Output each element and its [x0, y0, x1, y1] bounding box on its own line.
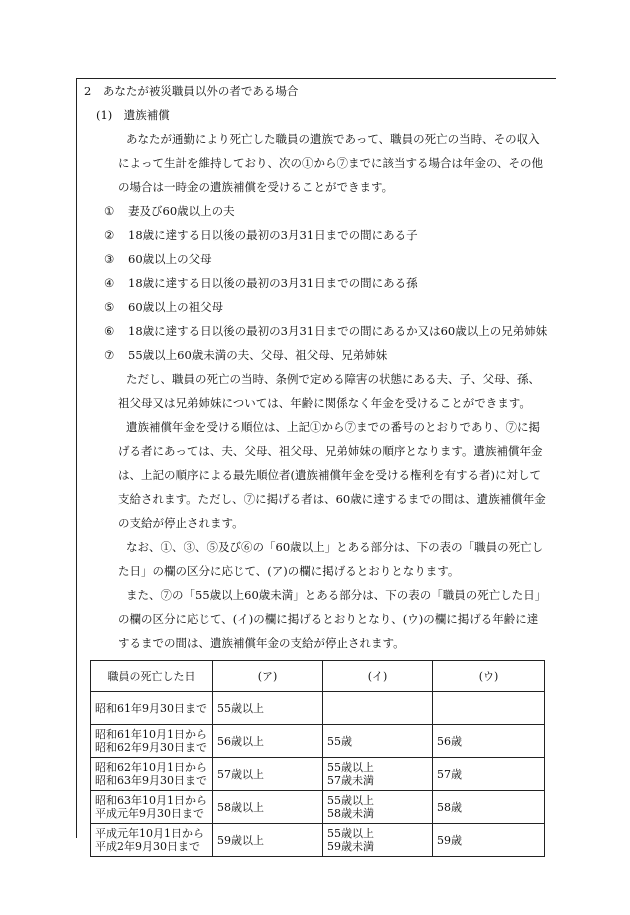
list-item — [104, 324, 547, 338]
cell-u: 59歳 — [433, 824, 545, 857]
cell-i — [323, 692, 433, 725]
order-line: は、上記の順序による最先順位者(遺族補償年金を受ける権利を有する者)に対して — [118, 468, 541, 482]
list-item — [104, 276, 418, 290]
cell-a: 57歳以上 — [213, 758, 323, 791]
header-death-date: 職員の死亡した日 — [91, 661, 213, 692]
list-item-number: ⑦ — [104, 348, 115, 362]
subsection-1-heading: (1) 遺族補償 — [96, 108, 170, 122]
cell-u — [433, 692, 545, 725]
table-row — [91, 692, 545, 725]
cell-a: 59歳以上 — [213, 824, 323, 857]
list-item — [104, 252, 212, 266]
content-frame-top-border — [76, 78, 556, 79]
table-row — [91, 725, 545, 758]
header-a: (ア) — [213, 661, 323, 692]
intro-line: あなたが通勤により死亡した職員の遺族であって、職員の死亡の当時、その収入 — [126, 132, 540, 146]
also-line: また、⑦の「55歳以上60歳未満」とある部分は、下の表の「職員の死亡した日」 — [126, 588, 547, 602]
table-header-row — [91, 661, 545, 692]
list-item-text: 60歳以上の祖父母 — [128, 300, 224, 314]
cell-death-date: 昭和61年10月1日から 昭和62年9月30日まで — [91, 725, 213, 758]
list-item — [104, 300, 223, 314]
header-i: (イ) — [323, 661, 433, 692]
cell-u: 58歳 — [433, 791, 545, 824]
cell-u: 56歳 — [433, 725, 545, 758]
intro-line: の場合は一時金の遺族補償を受けることができます。 — [118, 180, 394, 194]
table-row — [91, 791, 545, 824]
cell-death-date: 平成元年10月1日から 平成2年9月30日まで — [91, 824, 213, 857]
also-line: するまでの間は、遺族補償年金の支給が停止されます。 — [118, 636, 405, 650]
order-line: 遺族補償年金を受ける順位は、上記①から⑦までの番号のとおりであり、⑦に掲 — [126, 420, 540, 434]
list-item-text: 妻及び60歳以上の夫 — [128, 204, 235, 218]
cell-i: 55歳 — [323, 725, 433, 758]
list-item — [104, 348, 387, 362]
cell-i: 55歳以上 58歳未満 — [323, 791, 433, 824]
list-item-text: 18歳に達する日以後の最初の3月31日までの間にある孫 — [128, 276, 418, 290]
order-line: の支給が停止されます。 — [118, 516, 244, 530]
proviso-line: 祖父母又は兄弟姉妹については、年齢に関係なく年金を受けることができます。 — [118, 396, 531, 410]
list-item — [104, 228, 418, 242]
cell-a: 55歳以上 — [213, 692, 323, 725]
intro-line: によって生計を維持しており、次の①から⑦までに該当する場合は年金の、その他 — [118, 156, 544, 170]
header-u: (ウ) — [433, 661, 545, 692]
age-threshold-table — [90, 660, 545, 857]
list-item-number: ⑥ — [104, 324, 115, 338]
list-item — [104, 204, 235, 218]
list-item-text: 60歳以上の父母 — [128, 252, 212, 266]
list-item-number: ④ — [104, 276, 115, 290]
cell-a: 58歳以上 — [213, 791, 323, 824]
list-item-text: 18歳に達する日以後の最初の3月31日までの間にある子 — [128, 228, 418, 242]
order-line: げる者にあっては、夫、父母、祖父母、兄弟姉妹の順序となります。遺族補償年金 — [118, 444, 543, 458]
table-row — [91, 758, 545, 791]
cell-death-date: 昭和61年9月30日まで — [91, 692, 213, 725]
list-item-number: ① — [104, 204, 115, 218]
list-item-text: 18歳に達する日以後の最初の3月31日までの間にあるか又は60歳以上の兄弟姉妹 — [128, 324, 548, 338]
list-item-text: 55歳以上60歳未満の夫、父母、祖父母、兄弟姉妹 — [128, 348, 388, 362]
proviso-line: ただし、職員の死亡の当時、条例で定める障害の状態にある夫、子、父母、孫、 — [126, 372, 540, 386]
order-line: 支給されます。ただし、⑦に掲げる者は、60歳に達するまでの間は、遺族補償年金 — [118, 492, 546, 506]
cell-death-date: 昭和62年10月1日から 昭和63年9月30日まで — [91, 758, 213, 791]
note-line: なお、①、③、⑤及び⑥の「60歳以上」とある部分は、下の表の「職員の死亡し — [126, 540, 544, 554]
list-item-number: ② — [104, 228, 115, 242]
cell-a: 56歳以上 — [213, 725, 323, 758]
note-line: た日」の欄の区分に応じて、(ア)の欄に掲げるとおりとなります。 — [118, 564, 460, 578]
list-item-number: ③ — [104, 252, 115, 266]
cell-i: 55歳以上 57歳未満 — [323, 758, 433, 791]
section-2-heading: 2 あなたが被災職員以外の者である場合 — [84, 84, 299, 98]
content-frame-left-border — [76, 78, 77, 838]
list-item-number: ⑤ — [104, 300, 115, 314]
table-row — [91, 824, 545, 857]
also-line: の欄の区分に応じて、(イ)の欄に掲げるとおりとなり、(ウ)の欄に掲げる年齢に達 — [118, 612, 539, 626]
cell-death-date: 昭和63年10月1日から 平成元年9月30日まで — [91, 791, 213, 824]
cell-u: 57歳 — [433, 758, 545, 791]
cell-i: 55歳以上 59歳未満 — [323, 824, 433, 857]
